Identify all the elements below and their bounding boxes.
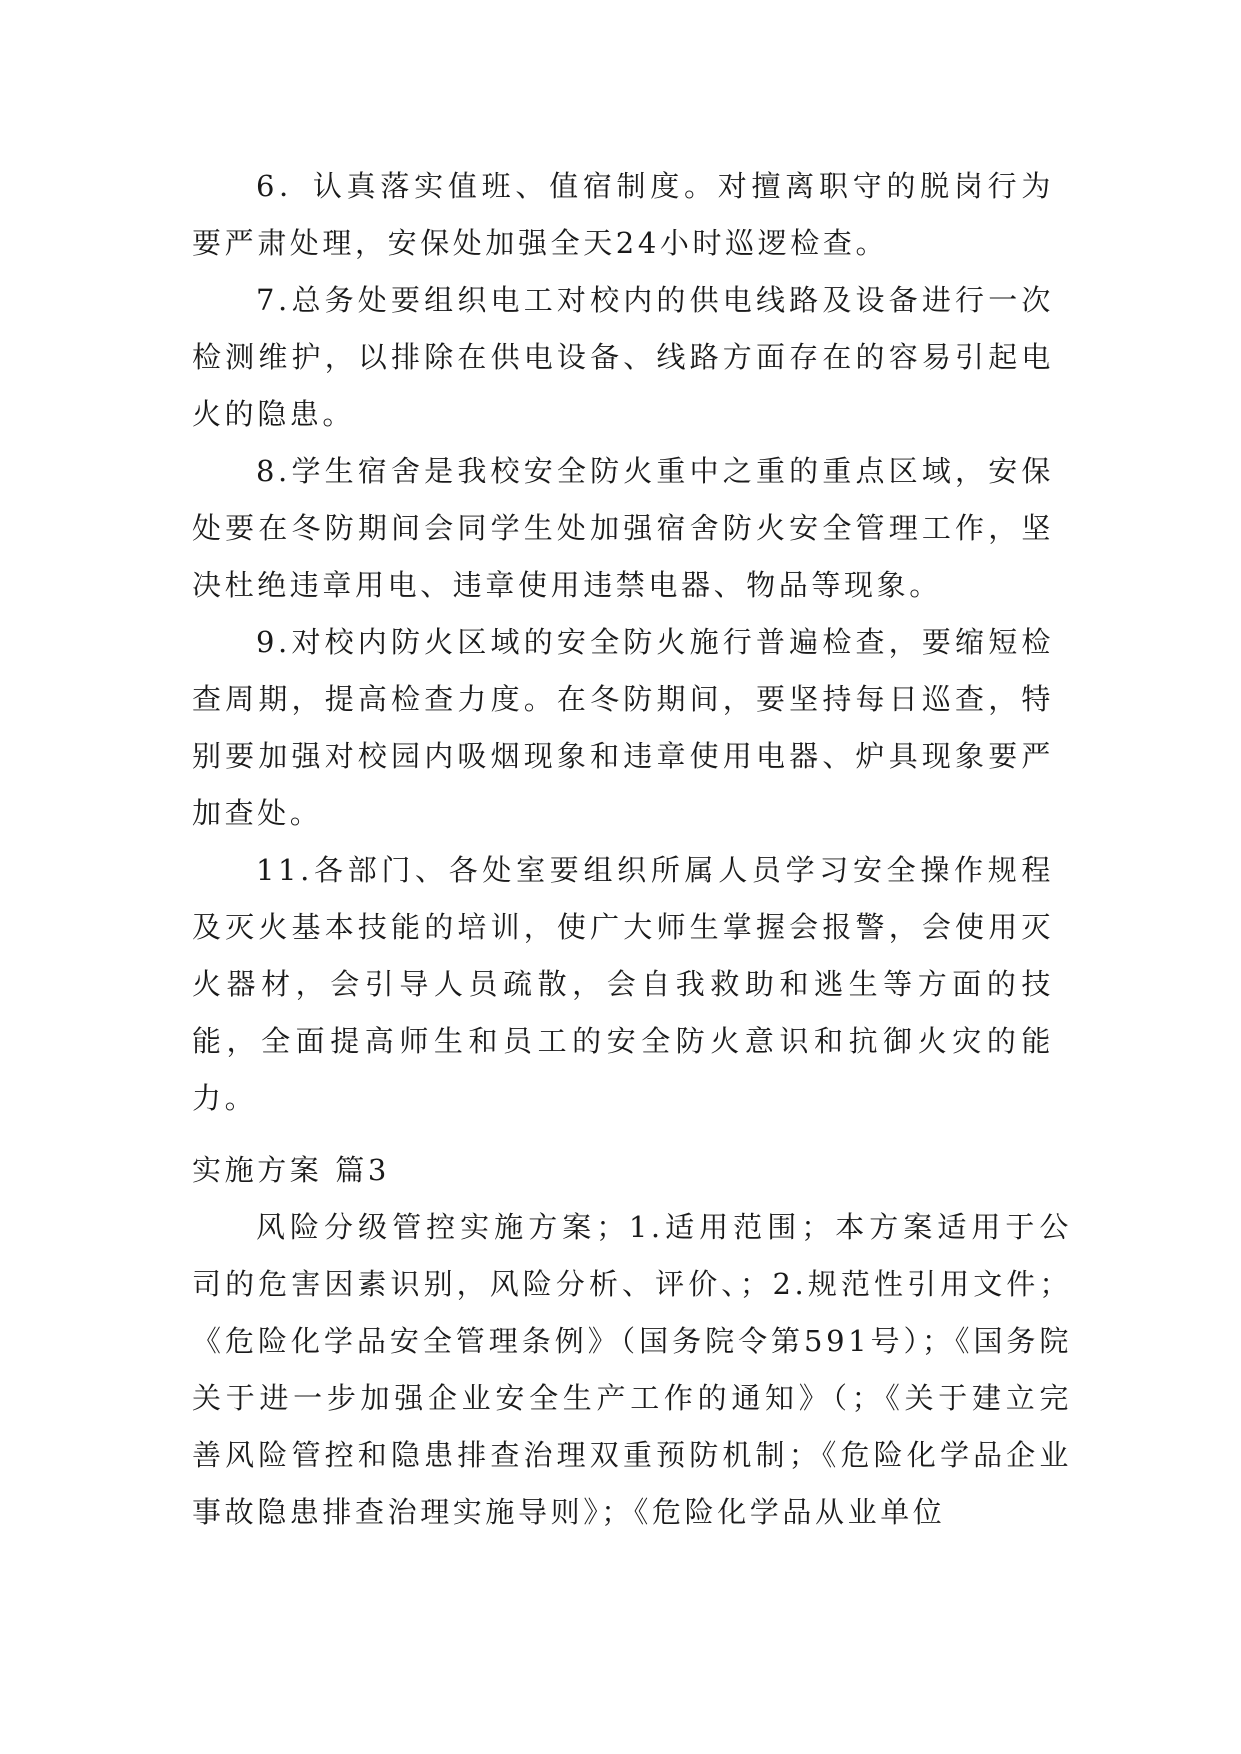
section-heading: 实施方案 篇3	[192, 1153, 390, 1187]
paragraph-risk-control-plan: 风险分级管控实施方案；1.适用范围；本方案适用于公司的危害因素识别，风险分析、评价、；2.规范性引用文件；《危险化学品安全管理条例》（国务院令第591号）；《国务院关于进一步加强企业安全生产工作的通知》（；《关于建立完善风险管控和隐患排查治理双重预防机制；《危险化学品企业事故隐患排查治理实施导则》；《危险化学品从业单位	[192, 1210, 1072, 1529]
paragraph-item-9: 9.对校内防火区域的安全防火施行普遍检查，要缩短检查周期，提高检查力度。在冬防期间，要坚持每日巡查，特别要加强对校园内吸烟现象和违章使用电器、炉具现象要严加查处。	[192, 625, 1054, 830]
paragraph-item-7: 7.总务处要组织电工对校内的供电线路及设备进行一次检测维护，以排除在供电设备、线路方面存在的容易引起电火的隐患。	[192, 283, 1054, 431]
paragraph-item-8: 8.学生宿舍是我校安全防火重中之重的重点区域，安保处要在冬防期间会同学生处加强宿舍防火安全管理工作，坚决杜绝违章用电、违章使用违禁电器、物品等现象。	[192, 454, 1054, 602]
paragraph-item-11: 11.各部门、各处室要组织所属人员学习安全操作规程及灭火基本技能的培训，使广大师生掌握会报警，会使用灭火器材，会引导人员疏散，会自我救助和逃生等方面的技能，全面提高师生和员工的安全防火意识和抗御火灾的能力。	[192, 853, 1054, 1115]
paragraph-item-6: 6．认真落实值班、值宿制度。对擅离职守的脱岗行为要严肃处理，安保处加强全天24小时巡逻检查。	[192, 169, 1054, 260]
